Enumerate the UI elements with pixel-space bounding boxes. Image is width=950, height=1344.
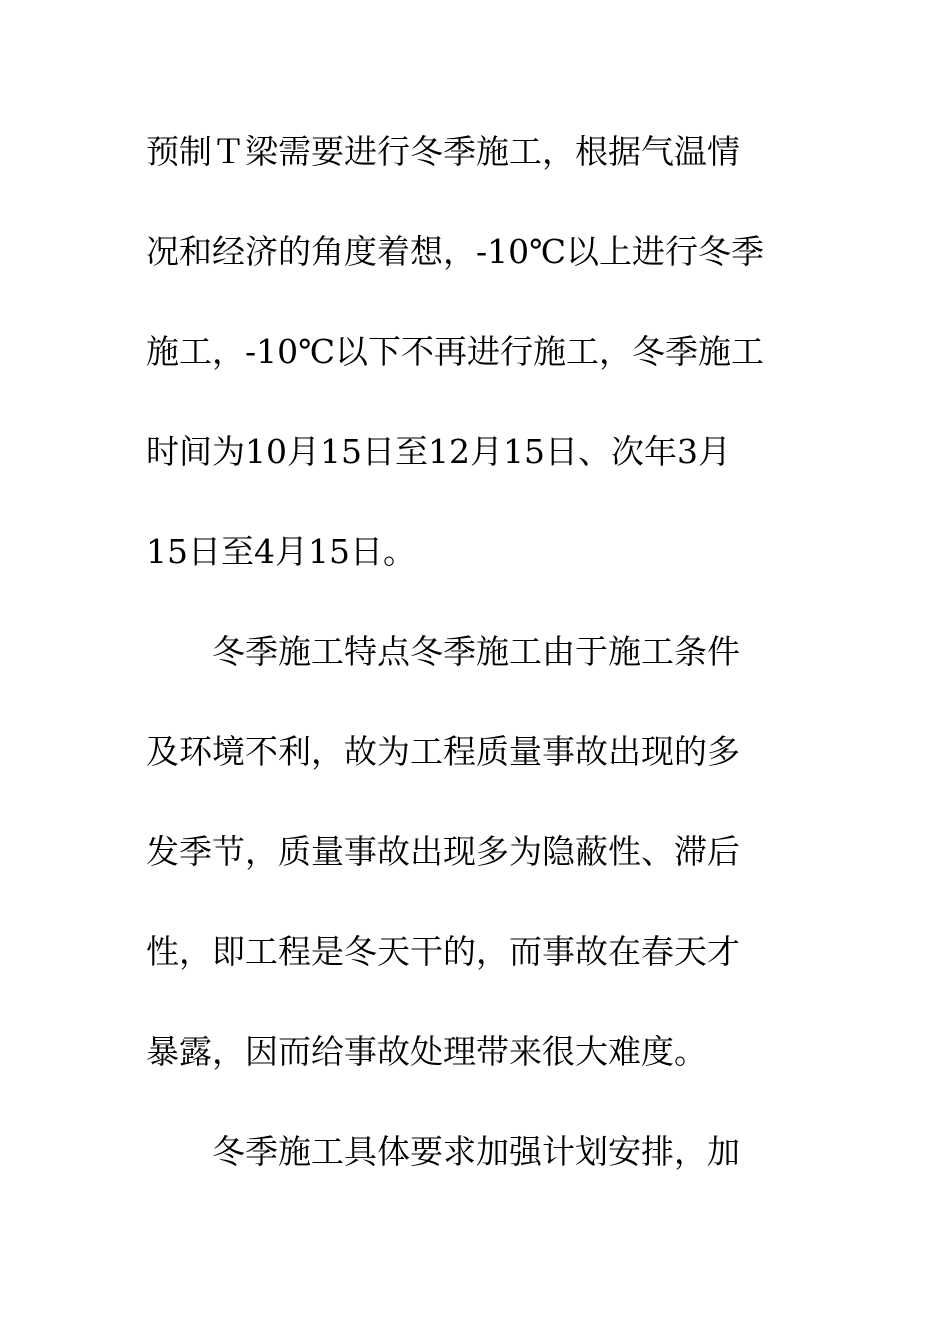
text-line: 况和经济的角度着想，-10℃以上进行冬季 <box>146 232 765 271</box>
text-line: 时间为10月15日至12月15日、次年3月 <box>146 432 731 471</box>
text-line: 性，即工程是冬天干的，而事故在春天才 <box>146 932 740 971</box>
text-line: 施工，-10℃以下不再进行施工，冬季施工 <box>146 332 765 371</box>
text-line: 发季节，质量事故出现多为隐蔽性、滞后 <box>146 832 740 871</box>
paragraph-start-line: 冬季施工特点冬季施工由于施工条件 <box>146 632 740 671</box>
paragraph-start-line: 冬季施工具体要求加强计划安排，加 <box>146 1132 740 1171</box>
text-line: 15日至4月15日。 <box>146 532 416 571</box>
text-line: 暴露，因而给事故处理带来很大难度。 <box>146 1032 707 1071</box>
text-line: 预制Ｔ梁需要进行冬季施工，根据气温情 <box>146 132 740 171</box>
text-line: 及环境不利，故为工程质量事故出现的多 <box>146 732 740 771</box>
